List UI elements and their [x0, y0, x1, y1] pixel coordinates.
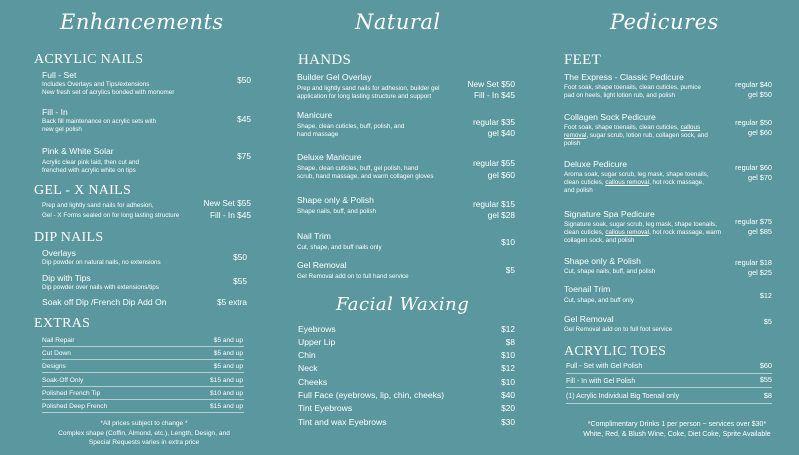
waxing-price: $40: [501, 390, 515, 400]
item-desc: clean cuticles, callous removal, hot rock massage,: [564, 179, 705, 186]
item-desc: polish: [564, 140, 581, 147]
item-desc: Prep and lightly sand nails for adhesion, builder gel: [297, 85, 440, 92]
extra-price: $5 and up: [213, 337, 243, 344]
item-desc: Shape nails, buff, and polish: [297, 208, 377, 215]
item-price: regular $35: [473, 117, 515, 127]
toes-price: $55: [759, 375, 772, 384]
item-desc: Gel - X Forms sealed on for long lasting structure: [42, 212, 180, 219]
menu-item: [564, 159, 709, 195]
menu-item: [42, 273, 159, 292]
item-desc: new gel polish: [42, 126, 82, 133]
item-desc: scrub, hand massage, and warm collagen gloves: [297, 173, 434, 180]
waxing-name: Upper Lip: [298, 337, 336, 347]
note-line: *All prices subject to change *: [100, 420, 188, 427]
waxing-name: Neck: [298, 363, 318, 373]
divider: [42, 372, 244, 373]
item-price: New Set $55: [203, 198, 251, 208]
menu-item: [42, 202, 179, 220]
item-price: regular $55: [473, 158, 515, 168]
extra-name: Nail Repair: [42, 337, 75, 344]
item-desc: pad on heels, light lotion rub, and polish: [564, 92, 675, 99]
item-desc: Aroma soak, sugar scrub, leg mask, shape toenails,: [564, 171, 709, 178]
extras-title: EXTRAS: [34, 316, 91, 331]
item-price: gel $50: [748, 90, 772, 99]
item-price: $12: [759, 291, 772, 300]
item-name: Toenail Trim: [564, 284, 611, 294]
item-price: $5 extra: [217, 297, 247, 307]
menu-item: [42, 107, 156, 134]
item-name: Builder Gel Overlay: [297, 72, 372, 82]
extra-name: Polished Deep French: [42, 403, 108, 410]
item-price: regular $60: [735, 163, 772, 172]
enhancements-header: Enhancements: [60, 10, 224, 34]
item-price: gel $85: [748, 227, 772, 236]
item-desc: Gel Removal add on to full hand service: [297, 273, 409, 280]
item-name: Full - Set: [42, 70, 77, 80]
item-price: regular $50: [735, 118, 772, 127]
waxing-price: $12: [501, 363, 515, 373]
extra-price: $5 and up: [213, 363, 243, 370]
divider: [42, 346, 244, 347]
item-desc: Signature soak, sugar scrub, leg mask, shape toenails,: [564, 221, 717, 228]
item-name: The Express - Classic Pedicure: [564, 72, 684, 82]
waxing-price: $8: [505, 337, 515, 347]
item-name: Dip with Tips: [42, 273, 91, 283]
item-desc: Cut, shape nails, buff, and polish: [564, 268, 656, 275]
waxing-name: Chin: [298, 350, 316, 360]
menu-item: [297, 72, 439, 101]
item-name: Shape only & Polish: [564, 256, 641, 266]
item-name: Shape only & Polish: [297, 195, 374, 205]
item-desc: frenched with acrylic white on tips: [42, 167, 136, 174]
divider: [42, 386, 244, 387]
item-price: New Set $50: [467, 79, 515, 89]
item-desc: Cut, shape, and buff only: [564, 297, 634, 304]
feet-title: FEET: [564, 52, 602, 68]
item-name: Deluxe Manicure: [297, 152, 362, 162]
item-desc: Shape, clean cuticles, buff, polish, and: [297, 123, 405, 130]
item-desc: Foot soak, shape toenails, clean cuticles, pumice: [564, 84, 701, 91]
menu-item: [42, 70, 174, 97]
facial-waxing-header: Facial Waxing: [336, 294, 470, 315]
item-price: regular $40: [735, 80, 772, 89]
menu-item: [297, 231, 382, 252]
waxing-price: $20: [501, 403, 515, 413]
drinks-note: [562, 420, 792, 439]
toes-price: $8: [763, 391, 772, 400]
item-desc: collagen sock, and polish: [564, 237, 635, 244]
item-price: gel $25: [748, 268, 772, 277]
item-price: regular $18: [735, 258, 772, 267]
toes-name: (1) Acrylic Individual Big Toenail only: [566, 393, 680, 400]
waxing-price: $10: [501, 350, 515, 360]
item-desc: Back fill maintenance on acrylic sets with: [42, 118, 157, 125]
divider: [566, 373, 772, 374]
menu-item: [42, 146, 139, 175]
hands-title: HANDS: [298, 52, 352, 68]
item-desc: Dip powder over nails with extensions/tips: [42, 284, 159, 291]
toes-price: $60: [759, 361, 772, 370]
pedicures-header: Pedicures: [610, 10, 719, 34]
note-line: *Complimentary Drinks 1 per person ~ services over $30*: [587, 421, 767, 428]
item-price: Fill - In $45: [209, 210, 251, 220]
item-name: Collagen Sock Pedicure: [564, 112, 656, 122]
divider: [566, 387, 772, 388]
item-price: $10: [501, 237, 515, 247]
price-note: [34, 419, 254, 448]
waxing-name: Cheeks: [298, 377, 328, 387]
item-price: regular $15: [473, 199, 515, 209]
item-name: Fill - In: [42, 107, 68, 117]
dip-nails-title: DIP NAILS: [34, 230, 104, 245]
waxing-price: $12: [501, 324, 515, 334]
item-name: Manicure: [297, 110, 333, 120]
menu-item: [297, 195, 376, 216]
item-desc: Foot soak, shape toenails, clean cuticles, callous: [564, 124, 701, 131]
item-price: gel $60: [487, 170, 515, 180]
menu-item: [564, 72, 701, 100]
divider: [566, 403, 772, 404]
waxing-name: Eyebrows: [298, 324, 336, 334]
waxing-price: $30: [501, 417, 515, 427]
item-price: gel $28: [487, 210, 515, 220]
item-price: $50: [237, 75, 251, 85]
acrylic-toes-title: ACRYLIC TOES: [564, 344, 667, 359]
item-desc: removal, sugar scrub, lotion rub, collagen sock, and: [564, 132, 708, 139]
extra-price: $5 and up: [213, 350, 243, 357]
menu-item: [297, 152, 434, 181]
note-line: Complex shape (Coffin, Almond, etc.), Length, Design, and: [58, 429, 230, 437]
item-name: Pink & White Solar: [42, 146, 114, 156]
extra-price: $15 and up: [209, 377, 243, 384]
acrylic-nails-title: ACRYLIC NAILS: [34, 52, 144, 67]
menu-item: [297, 110, 404, 139]
divider: [42, 412, 244, 413]
natural-header: Natural: [355, 10, 441, 34]
item-price: $5: [505, 265, 515, 275]
menu-item: [297, 260, 409, 281]
item-price: $45: [237, 114, 251, 124]
item-name: Soak off Dip /French Dip Add On: [42, 297, 167, 307]
note-line: White, Red, & Blush Wine, Coke, Diet Coke, Sprite Available: [583, 430, 771, 438]
gel-x-title: GEL - X NAILS: [34, 183, 132, 198]
item-desc: Cut, shape, and buff nails only: [297, 244, 382, 251]
menu-item: [564, 209, 721, 245]
item-price: gel $40: [487, 128, 515, 138]
waxing-price: $10: [501, 377, 515, 387]
item-name: Deluxe Pedicure: [564, 159, 628, 169]
menu-item: [564, 284, 634, 305]
item-price: $75: [237, 151, 251, 161]
item-desc: Acrylic clear pink laid, then cut and: [42, 159, 139, 166]
item-price: gel $70: [748, 173, 772, 182]
item-name: Overlays: [42, 248, 76, 258]
item-desc: hand massage: [297, 131, 339, 138]
item-price: $55: [233, 276, 247, 286]
item-price: $5: [763, 317, 772, 326]
waxing-name: Tint Eyebrows: [298, 403, 353, 413]
item-name: Gel Removal: [297, 260, 347, 270]
item-desc: and polish: [564, 187, 593, 194]
extra-price: $15 and up: [209, 403, 243, 410]
item-desc: Prep and lightly sand nails for adhesion,: [42, 202, 154, 209]
item-name: Nail Trim: [297, 231, 331, 241]
item-desc: application for long lasting structure and support: [297, 93, 432, 100]
extra-name: Designs: [42, 363, 66, 370]
item-desc: clean cuticles, callous removal, hot rock massage, warm: [564, 229, 722, 236]
item-price: regular $75: [735, 217, 772, 226]
waxing-name: Tint and wax Eyebrows: [298, 417, 387, 427]
extra-name: Soak-Off Only: [42, 377, 84, 384]
item-desc: Gel Removal add on to full foot service: [564, 326, 673, 333]
menu-item: [564, 256, 655, 276]
note-line: Special Requests varies in extra price: [88, 439, 200, 446]
item-price: gel $60: [748, 128, 772, 137]
item-name: Gel Removal: [564, 314, 614, 324]
item-name: Signature Spa Pedicure: [564, 209, 655, 219]
divider: [42, 359, 244, 360]
extra-name: Cut Down: [42, 350, 71, 357]
toes-name: Fill - In with Gel Polish: [566, 378, 636, 385]
item-desc: Dip powder on natural nails, no extensions: [42, 259, 161, 266]
divider: [42, 399, 244, 400]
extra-name: Polished French Tip: [42, 390, 101, 397]
item-desc: New fresh set of acrylics bonded with monomer: [42, 89, 175, 96]
item-price: Fill - In $45: [473, 90, 515, 100]
item-desc: Includes Overlays and Tips/extensions: [42, 81, 150, 88]
item-price: $50: [233, 252, 247, 262]
menu-item: [42, 248, 161, 267]
item-desc: Shape, clean cuticles, buff, gel polish, hand: [297, 165, 419, 172]
menu-item: [564, 314, 672, 334]
waxing-name: Full Face (eyebrows, lip, chin, cheeks): [298, 390, 445, 400]
toes-name: Full - Set with Gel Polish: [566, 363, 643, 370]
menu-item: [564, 112, 708, 148]
extra-price: $10 and up: [209, 390, 243, 397]
